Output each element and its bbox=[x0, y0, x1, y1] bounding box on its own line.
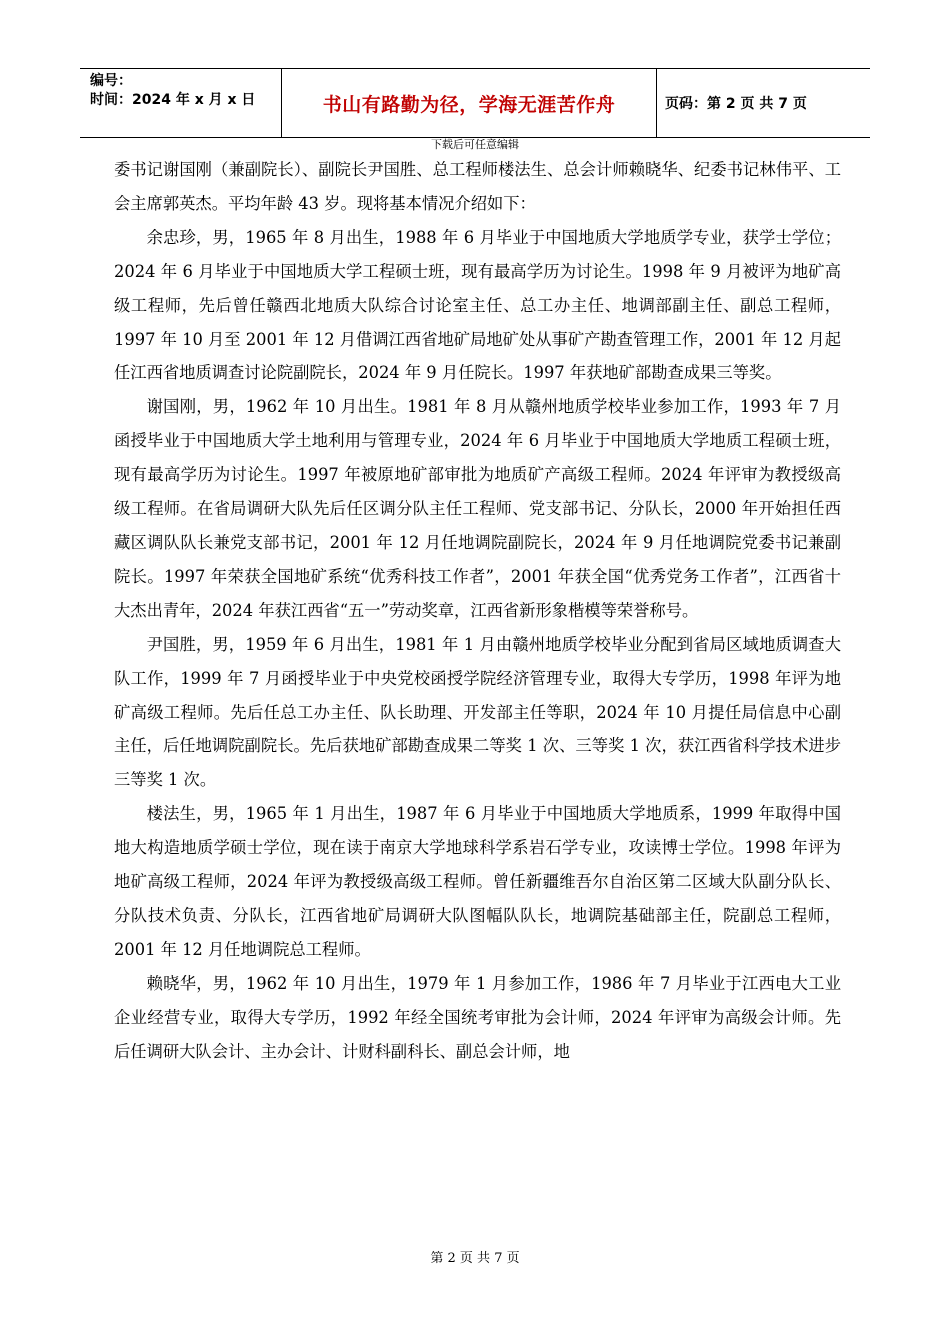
download-note: 下载后可任意编辑 bbox=[431, 138, 519, 151]
paragraph: 赖晓华，男，1962 年 10 月出生，1979 年 1 月参加工作，1986 年 7 月毕业于江西电大工业企业经营专业，取得大专学历，1992 年经全国统考审批为会计师，2024 年评审为高级会计师。先后任调研大队会计、主办会计、计财科副科长、副总会计师，地 bbox=[114, 973, 841, 1061]
header-page-label: 页码：第 2 页 共 7 页 bbox=[665, 96, 807, 112]
paragraph: 委书记谢国刚（兼副院长）、副院长尹国胜、总工程师楼法生、总会计师赖晓华、纪委书记林伟平、工会主席郭英杰。平均年龄 43 岁。现将基本情况介绍如下： bbox=[114, 160, 841, 213]
page-footer: 第 2 页 共 7 页 bbox=[430, 1251, 520, 1266]
page-header bbox=[80, 68, 870, 138]
paragraph: 楼法生，男，1965 年 1 月出生，1987 年 6 月毕业于中国地质大学地质系，1999 年取得中国地大构造地质学硕士学位，现在读于南京大学地球科学系岩石学专业，攻读博士学位。1998 年评为地矿高级工程师，2024 年评为教授级高级工程师。曾任新疆维吾尔自治区第二区域大队副分队长、分队技术负责、分队长，江西省地矿局调研大队图幅队队长，地调院基础部主任，院副总工程师，2001 年 12 月任地调院总工程师。 bbox=[114, 804, 841, 959]
time-label: 时间：2024 年 x 月 x 日 bbox=[90, 92, 256, 108]
paragraph: 谢国刚，男，1962 年 10 月出生。1981 年 8 月从赣州地质学校毕业参加工作，1993 年 7 月函授毕业于中国地质大学土地利用与管理专业，2024 年 6 月毕业于中国地质大学地质工程硕士班，现有最高学历为讨论生。1997 年被原地矿部审批为地质矿产高级工程师。2024 年评审为教授级高级工程师。在省局调研大队先后任区调分队主任工程师、党支部书记、分队长，2000 年开始担任西藏区调队队长兼党支部书记，2001 年 12 月任地调院副院长，2024 年 9 月任地调院党委书记兼副院长。1997 年荣获全国地矿系统“优秀科技工作者”，2001 年获全国“优秀党务工作者”，江西省十大杰出青年，2024 年获江西省“五一”劳动奖章，江西省新形象楷模等荣誉称号。 bbox=[114, 397, 841, 620]
paragraph: 余忠珍，男，1965 年 8 月出生，1988 年 6 月毕业于中国地质大学地质学专业，获学士学位；2024 年 6 月毕业于中国地质大学工程硕士班，现有最高学历为讨论生。1998 年 9 月被评为地矿高级工程师，先后曾任赣西北地质大队综合讨论室主任、总工办主任、地调部副主任、副总工程师，1997 年 10 月至 2001 年 12 月借调江西省地矿局地矿处从事矿产勘查管理工作，2001 年 12 月起任江西省地质调查讨论院副院长，2024 年 9 月任院长。1997 年获地矿部勘查成果三等奖。 bbox=[114, 227, 841, 383]
header-motto: 书山有路勤为径，学海无涯苦作舟 bbox=[282, 69, 657, 137]
document-body bbox=[114, 153, 841, 1068]
serial-label: 编号： bbox=[90, 73, 132, 89]
paragraph: 尹国胜，男，1959 年 6 月出生，1981 年 1 月由赣州地质学校毕业分配到省局区域地质调查大队工作，1999 年 7 月函授毕业于中央党校函授学院经济管理专业，取得大专学历，1998 年评为地矿高级工程师。先后任总工办主任、队长助理、开发部主任等职，2024 年 10 月提任局信息中心副主任，后任地调院副院长。先后获地矿部勘查成果二等奖 1 次、三等奖 1 次，获江西省科学技术进步三等奖 1 次。 bbox=[114, 634, 841, 790]
header-info bbox=[80, 69, 282, 137]
